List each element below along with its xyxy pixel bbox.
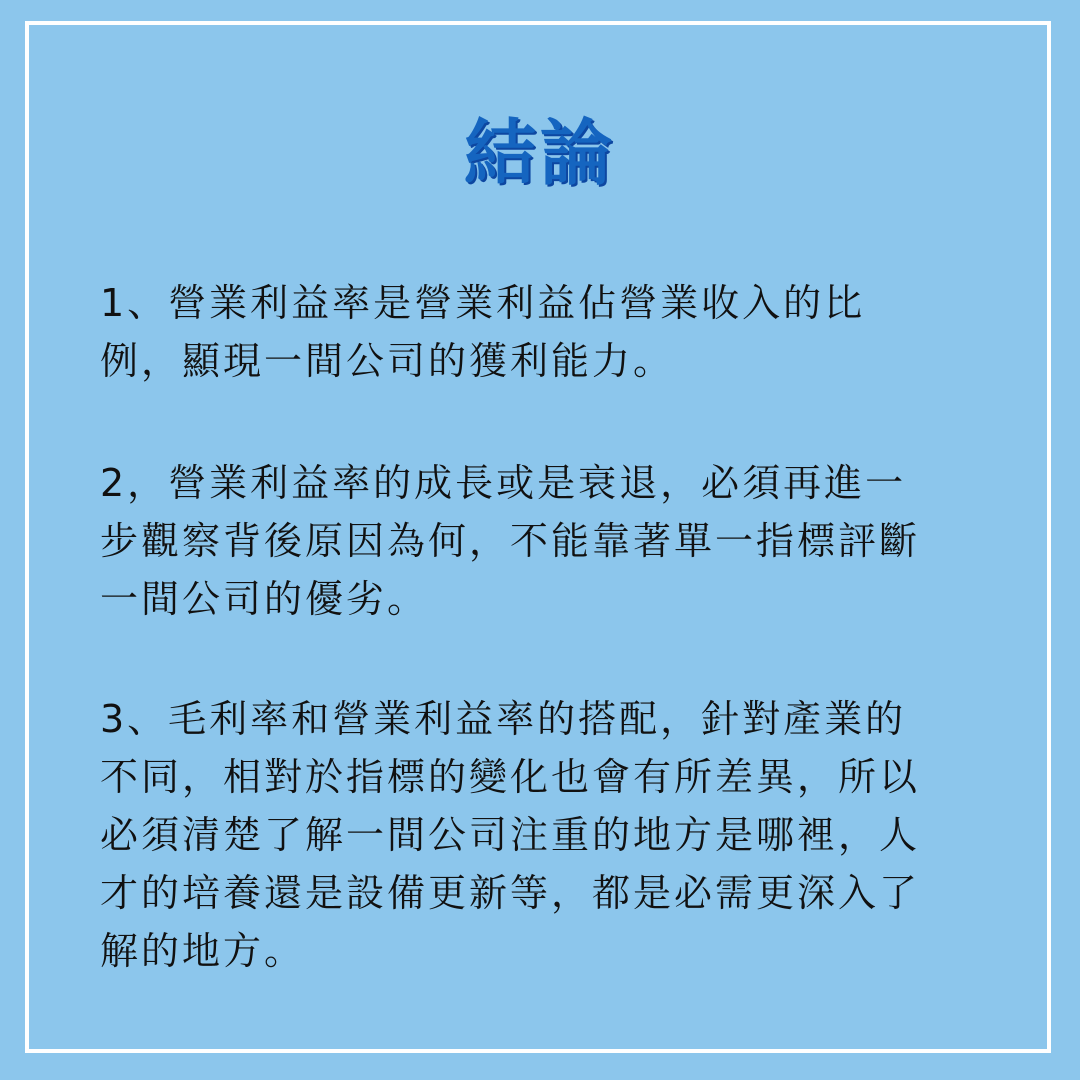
conclusion-point-3 — [100, 690, 1000, 980]
conclusion-point-2 — [100, 454, 1000, 628]
text-line: 3、毛利率和營業利益率的搭配，針對產業的 — [100, 697, 907, 741]
text-line: 才的培養還是設備更新等，都是必需更深入了 — [100, 871, 921, 915]
page-title: 結論 — [463, 110, 616, 195]
text-line: 解的地方。 — [100, 929, 306, 973]
text-line: 例，顯現一間公司的獲利能力。 — [100, 339, 675, 383]
text-line: 步觀察背後原因為何，不能靠著單一指標評斷 — [100, 519, 921, 563]
conclusion-point-1 — [100, 274, 1000, 390]
text-line: 不同，相對於指標的變化也會有所差異，所以 — [100, 755, 921, 799]
text-line: 1、營業利益率是營業利益佔營業收入的比 — [100, 281, 866, 325]
text-line: 必須清楚了解一間公司注重的地方是哪裡，人 — [100, 813, 921, 857]
text-line: 2，營業利益率的成長或是衰退，必須再進一 — [100, 461, 907, 505]
text-line: 一間公司的優劣。 — [100, 577, 429, 621]
